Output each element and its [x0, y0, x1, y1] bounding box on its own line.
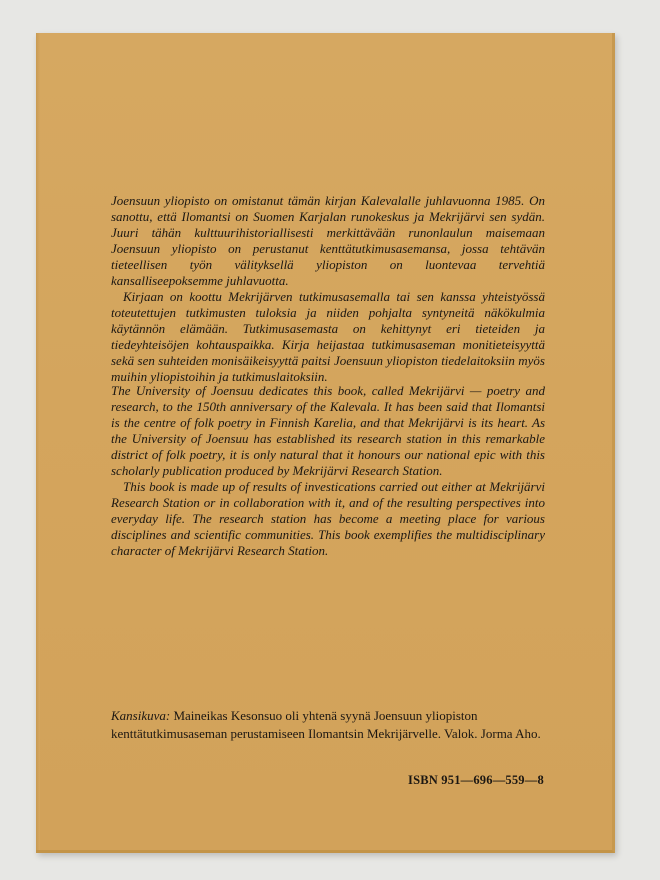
- isbn-number: ISBN 951—696—559—8: [408, 773, 544, 787]
- finnish-paragraph-1: Joensuun yliopisto on omistanut tämän kirjan Kalevalalle juhlavuonna 1985. On sanottu, että Ilomantsi on Suomen Karjalan runokeskus ja Mekrijärvi sen sydän. Juuri tähän kulttuurihistoriallisesti merkittävään runonlaulun maisemaan Joensuun yliopisto on perustanut kenttätutkimusasemansa, jossa tehtävän tieteellisen työn välityksellä yliopiston on luontevaa tervehtiä kansalliseepoksemme juhlavuotta.: [111, 193, 545, 288]
- cover-photo-caption: [111, 707, 549, 743]
- caption-label: Kansikuva:: [111, 708, 171, 723]
- caption-text: Maineikas Kesonsuo oli yhtenä syynä Joensuun yliopiston kenttätutkimusaseman perustamiseen Ilomantsin Mekrijärvelle. Valok. Jorma Aho.: [111, 708, 541, 741]
- cover-edge: [36, 33, 40, 850]
- english-blurb: [111, 383, 545, 559]
- english-paragraph-2: This book is made up of results of investications carried out either at Mekrijärvi Research Station or in collaboration with it, and of the resulting perspectives into everyday life. The research station has become a meeting place for various disciplines and scientific communities. This book exemplifies the multidisciplinary character of Mekrijärvi Research Station.: [111, 479, 545, 558]
- finnish-blurb: [111, 193, 545, 385]
- finnish-paragraph-2: Kirjaan on koottu Mekrijärven tutkimusasemalla tai sen kanssa yhteistyössä toteutettujen tutkimusten tuloksia ja niiden pohjalta syntyneitä näkökulmia käytännön elämään. Tutkimusasemasta on kehittynyt eri tieteiden ja tiedeyhteisöjen kohtauspaikka. Kirja heijastaa tutkimusaseman monitieteisyyttä sekä sen suhteiden monisäikeisyyttä paitsi Joensuun yliopiston tiedelaitoksiin myös muihin yliopistoihin ja tutkimuslaitoksiin.: [111, 289, 545, 384]
- english-paragraph-1: The University of Joensuu dedicates this book, called Mekrijärvi — poetry and research, to the 150th anniversary of the Kalevala. It has been said that Ilomantsi is the centre of folk poetry in Finnish Karelia, and that Mekrijärvi is its heart. As the University of Joensuu has established its research station in this remarkable district of folk poetry, it is only natural that it honours our national epic with this scholarly publication produced by Mekrijärvi Research Station.: [111, 383, 545, 478]
